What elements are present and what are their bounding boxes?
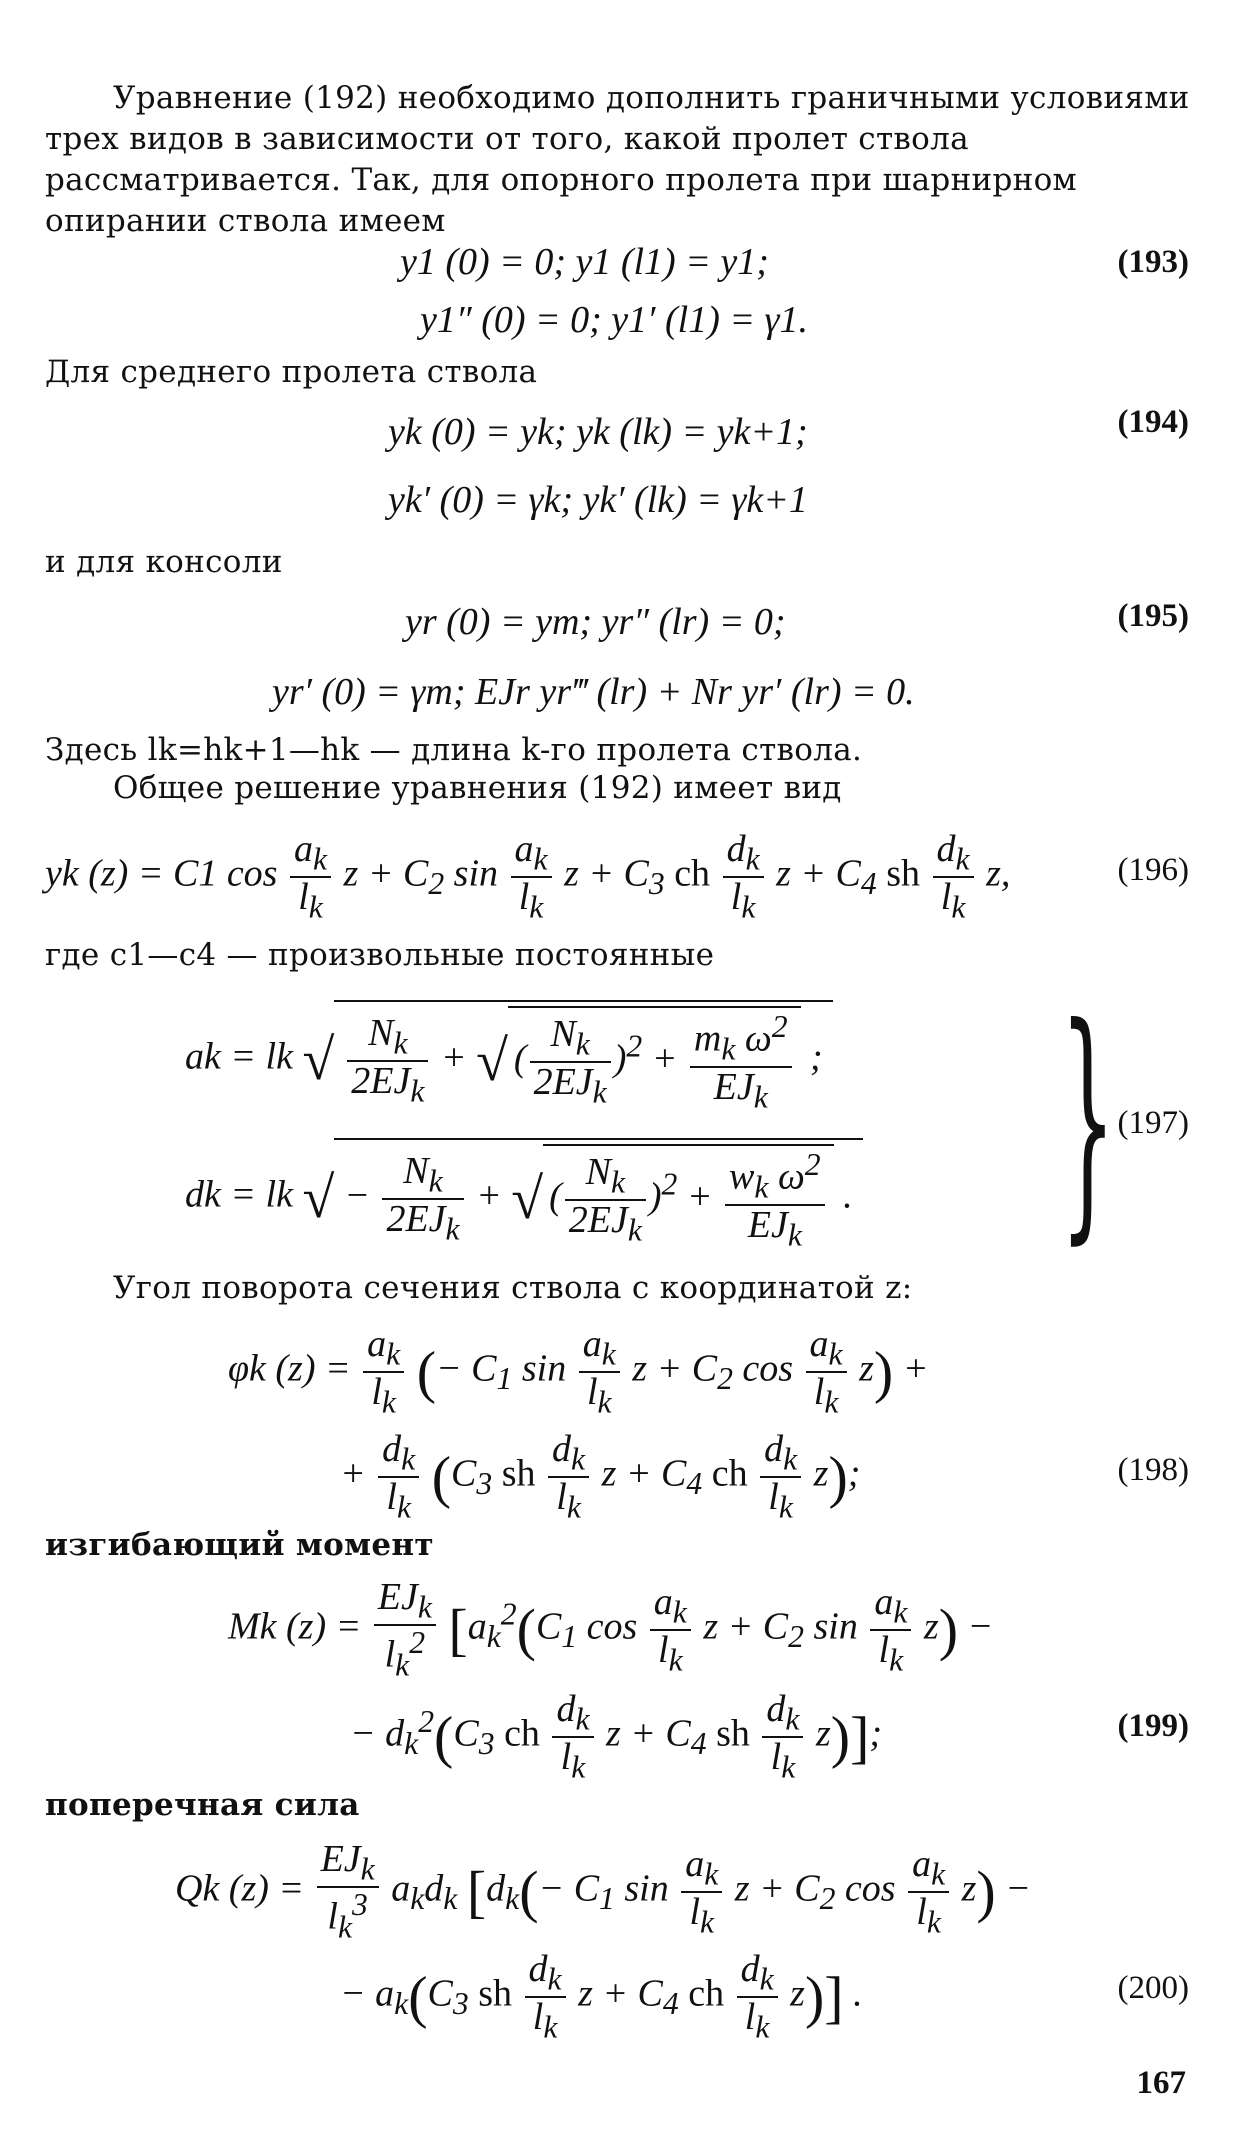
equation-194-line1: yk (0) = yk; yk (lk) = yk+1; <box>388 411 808 453</box>
paragraph-shear-force: поперечная сила <box>45 1787 360 1823</box>
equation-198-line2: + $\frac{d_k}{l_k}$ ($C_3$ sh $\frac{d_k}{l_k}$ $z + C_4$ ch $\frac{d_k}{l_k}$ z); <box>340 1428 861 1525</box>
equation-199-line1: Mk (z) = $\frac{EJ_k}{l_k^2}$ [$a_k^2(C_1$ cos $\frac{a_k}{l_k}$ $z + C_2$ sin $\frac{a_k}{l_k}$ z) − <box>228 1576 994 1683</box>
equation-number-194: (194) <box>1117 404 1189 440</box>
paragraph-rotation-angle: Угол поворота сечения ствола с координатой z: <box>113 1270 913 1306</box>
equation-number-193: (193) <box>1117 244 1189 280</box>
equation-197-d: dk = lk √− $\frac{N_k}{2EJ_k}$ + √( $\frac{N_k}{2EJ_k}$ )$^2$ + $\frac{w_k \omega^2}{EJ_k}$ . <box>185 1138 863 1257</box>
equation-194-line2: yk′ (0) = γk; yk′ (lk) = γk+1 <box>388 479 808 521</box>
equation-number-195: (195) <box>1117 598 1189 634</box>
equation-195-line2: yr′ (0) = γm; EJr yr‴ (lr) + Nr yr′ (lr) = 0. <box>272 671 915 713</box>
paragraph-constants: где c1—c4 — произвольные постоянные <box>45 937 715 973</box>
paragraph-bending-moment: изгибающий момент <box>45 1527 434 1563</box>
equation-193-line1: y1 (0) = 0; y1 (l1) = y1; <box>400 241 769 283</box>
equation-number-200: (200) <box>1117 1970 1189 2006</box>
equation-number-196: (196) <box>1117 852 1189 888</box>
equation-number-197: (197) <box>1117 1105 1189 1141</box>
equation-200-line1: Qk (z) = $\frac{EJ_k}{l_k^3}$ $a_kd_k$ [$d_k(- C_1$ sin $\frac{a_k}{l_k}$ $z + C_2$ cos $\frac{a_k}{l_k}$ z) − <box>175 1838 1031 1945</box>
paragraph-span-length: Здесь lk=hk+1—hk — длина k-го пролета ствола. <box>45 732 863 768</box>
equation-199-line2: − $d_k^2(C_3$ ch $\frac{d_k}{l_k}$ $z + C_4$ sh $\frac{d_k}{l_k}$ z)]; <box>350 1688 883 1785</box>
paragraph-middle-span: Для среднего пролета ствола <box>45 354 538 390</box>
equation-193-line2: y1″ (0) = 0; y1′ (l1) = γ1. <box>420 299 808 341</box>
equation-number-199: (199) <box>1117 1708 1189 1744</box>
paragraph-console: и для консоли <box>45 544 283 580</box>
equation-197-a: ak = lk √ $\frac{N_k}{2EJ_k}$ + √( $\frac{N_k}{2EJ_k}$ )$^2$ + $\frac{m_k \omega^2}{EJ_k}$ ; <box>185 1000 833 1119</box>
equation-196: yk (z) = C1 cos $\frac{a_k}{l_k}$ $z + C_2$ sin $\frac{a_k}{l_k}$ $z + C_3$ ch $\frac{d_k}{l_k}$ $z + C_4$ sh $\frac{d_k}{l_k}$ z, <box>45 828 1011 925</box>
right-brace: } <box>1060 974 1116 1265</box>
paragraph-intro: Уравнение (192) необходимо дополнить граничными условиями трех видов в зависимости от того, какой пролет ствола рассматривается. Так, для опорного пролета при шарнирном опирании ствола имеем <box>45 80 1190 239</box>
equation-195-line1: yr (0) = ym; yr″ (lr) = 0; <box>405 601 786 643</box>
page-number: 167 <box>1136 2065 1186 2101</box>
equation-198-line1: φk (z) = $\frac{a_k}{l_k}$ (− $C_1$ sin $\frac{a_k}{l_k}$ $z + C_2$ cos $\frac{a_k}{l_k}$ z) + <box>228 1323 929 1420</box>
equation-200-line2: − $a_k(C_3$ sh $\frac{d_k}{l_k}$ $z + C_4$ ch $\frac{d_k}{l_k}$ z)] . <box>340 1948 863 2045</box>
equation-number-198: (198) <box>1117 1452 1189 1488</box>
equation-196-lhs: yk (z) = C1 cos <box>45 852 278 895</box>
paragraph-general-solution: Общее решение уравнения (192) имеет вид <box>113 770 842 806</box>
